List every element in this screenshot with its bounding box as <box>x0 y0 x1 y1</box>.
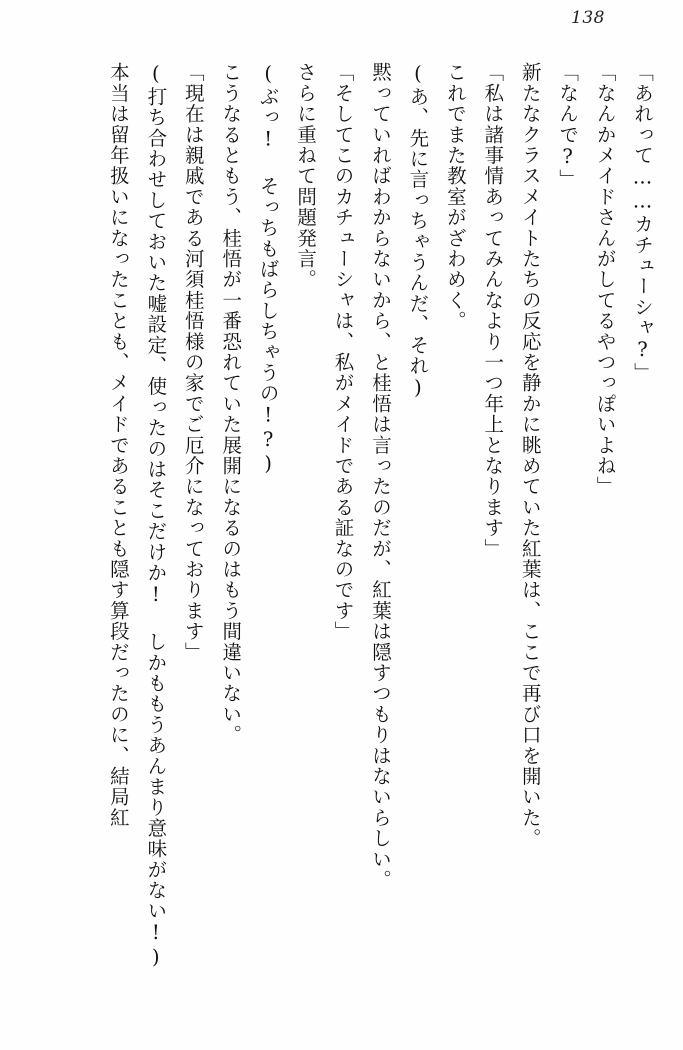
paragraph: 「現在は親戚である河須桂悟様の家でご厄介になっております」 <box>181 62 205 663</box>
paragraph: こうなるともう、桂悟が一番恐れていた展開になるのはもう間違いない。 <box>219 62 243 746</box>
paragraph: 本当は留年扱いになったことも、メイドであることも隠す算段だったのに、結局紅 <box>106 62 130 828</box>
paragraph: 「あれって……カチューシャ?」 <box>631 62 654 383</box>
paragraph: さらに重ねて問題発言。 <box>294 62 318 290</box>
paragraph: (打ち合わせしておいた嘘設定、使ったのはそこだけか! しかももうあんまり意味がない!) <box>144 62 168 970</box>
page-body-text <box>22 62 661 1032</box>
page-number: 138 <box>571 8 605 28</box>
paragraph: 「なんで?」 <box>556 62 580 190</box>
paragraph: 「そしてこのカチューシャは、私がメイドである証なのです」 <box>331 62 355 642</box>
paragraph: 新たなクラスメイトたちの反応を静かに眺めていた紅葉は、ここで再び口を開いた。 <box>518 62 542 849</box>
paragraph: 「なんかメイドさんがしてるやつっぽいよね」 <box>593 62 617 497</box>
paragraph: 黙っていればわからないから、と桂悟は言ったのだが、紅葉は隠すつもりはないらしい。 <box>368 62 392 890</box>
paragraph: (ぶっ! そっちもばらしちゃうの!?) <box>256 62 280 477</box>
paragraph: 「私は諸事情あってみんなより一つ年上となります」 <box>481 62 505 559</box>
paragraph: (あ、先に言っちゃうんだ、それ) <box>406 62 430 401</box>
paragraph: これでまた教室がざわめく。 <box>443 62 467 332</box>
